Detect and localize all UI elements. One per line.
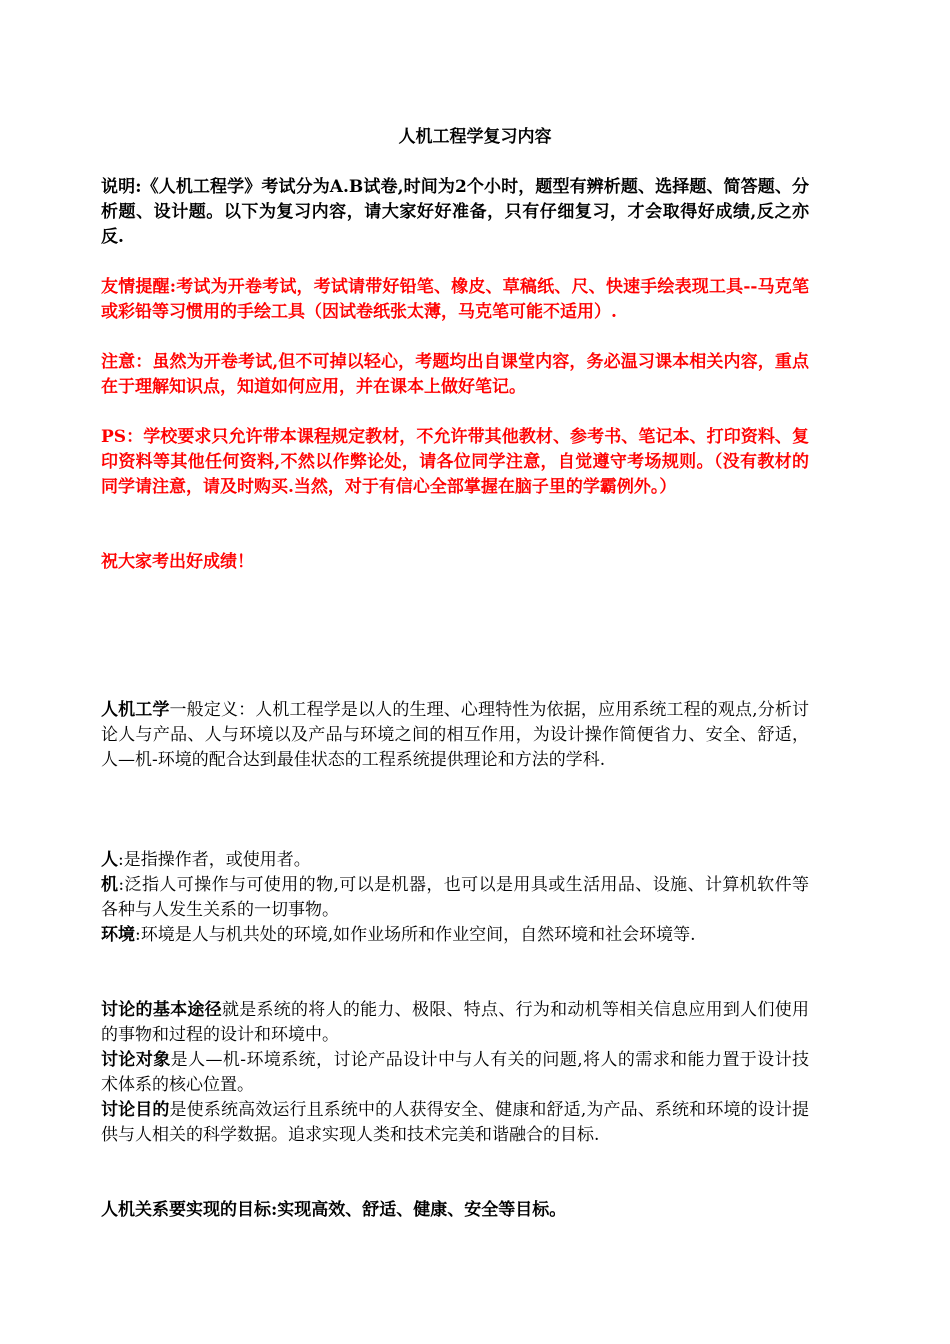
wish-paragraph: 祝大家考出好成绩！ — [101, 552, 254, 572]
research-term: 讨论的基本途径 — [101, 1000, 222, 1020]
element-term: 机 — [101, 875, 119, 895]
research-item-approach — [101, 998, 809, 1048]
element-text: :泛指人可操作与可使用的物,可以是机器，也可以是用具或生活用品、设施、计算机软件等各种与人发生关系的一切事物。 — [101, 875, 809, 920]
intro-paragraph: 说明:《人机工程学》考试分为A.B试卷,时间为2个小时，题型有辨析题、选择题、简答题、分析题、设计题。以下为复习内容，请大家好好准备，只有仔细复习，才会取得好成绩,反之亦反. — [101, 177, 809, 247]
reminder-paragraph: 友情提醒:考试为开卷考试，考试请带好铅笔、橡皮、草稿纸、尺、快速手绘表现工具--马克笔或彩铅等习惯用的手绘工具（因试卷纸张太薄，马克笔可能不适用）. — [101, 277, 809, 322]
element-text: :是指操作者，或使用者。 — [118, 850, 311, 870]
element-term: 环境 — [101, 925, 135, 945]
research-text: 是使系统高效运行且系统中的人获得安全、健康和舒适,为产品、系统和环境的设计提供与人相关的科学数据。追求实现人类和技术完美和谐融合的目标. — [101, 1100, 809, 1145]
research-section — [101, 998, 809, 1148]
definition-text: 一般定义：人机工程学是以人的生理、心理特性为依据，应用系统工程的观点,分析讨论人与产品、人与环境以及产品与环境之间的相互作用，为设计操作简便省力、安全、舒适，人—机-环境的配合达到最佳状态的工程系统提供理论和方法的学科. — [101, 700, 809, 770]
goal-paragraph: 人机关系要实现的目标:实现高效、舒适、健康、安全等目标。 — [101, 1200, 567, 1220]
definition-paragraph — [101, 698, 809, 773]
document-title: 人机工程学复习内容 — [398, 127, 552, 147]
definition-term: 人机工学 — [101, 700, 170, 720]
elements-section — [101, 848, 809, 948]
element-item-machine — [101, 873, 809, 923]
element-term: 人 — [101, 850, 118, 870]
element-item-environment — [101, 923, 809, 948]
attention-paragraph: 注意：虽然为开卷考试,但不可掉以轻心，考题均出自课堂内容，务必温习课本相关内容，重点在于理解知识点，知道如何应用，并在课本上做好笔记。 — [101, 352, 809, 397]
research-term: 讨论目的 — [101, 1100, 170, 1120]
research-text: 就是系统的将人的能力、极限、特点、行为和动机等相关信息应用到人们使用的事物和过程的设计和环境中。 — [101, 1000, 810, 1045]
research-item-object — [101, 1048, 809, 1098]
element-text: :环境是人与机共处的环境,如作业场所和作业空间，自然环境和社会环境等. — [135, 925, 696, 945]
ps-paragraph: PS：学校要求只允许带本课程规定教材，不允许带其他教材、参考书、笔记本、打印资料、复印资料等其他任何资料,不然以作弊论处，请各位同学注意，自觉遵守考场规则。（没有教材的同学请注意，请及时购买.当然，对于有信心全部掌握在脑子里的学霸例外。） — [101, 427, 809, 497]
element-item-human — [101, 848, 809, 873]
research-term: 讨论对象 — [101, 1050, 171, 1070]
research-text: 是人—机-环境系统，讨论产品设计中与人有关的问题,将人的需求和能力置于设计技术体系的核心位置。 — [101, 1050, 810, 1095]
research-item-purpose — [101, 1098, 809, 1148]
